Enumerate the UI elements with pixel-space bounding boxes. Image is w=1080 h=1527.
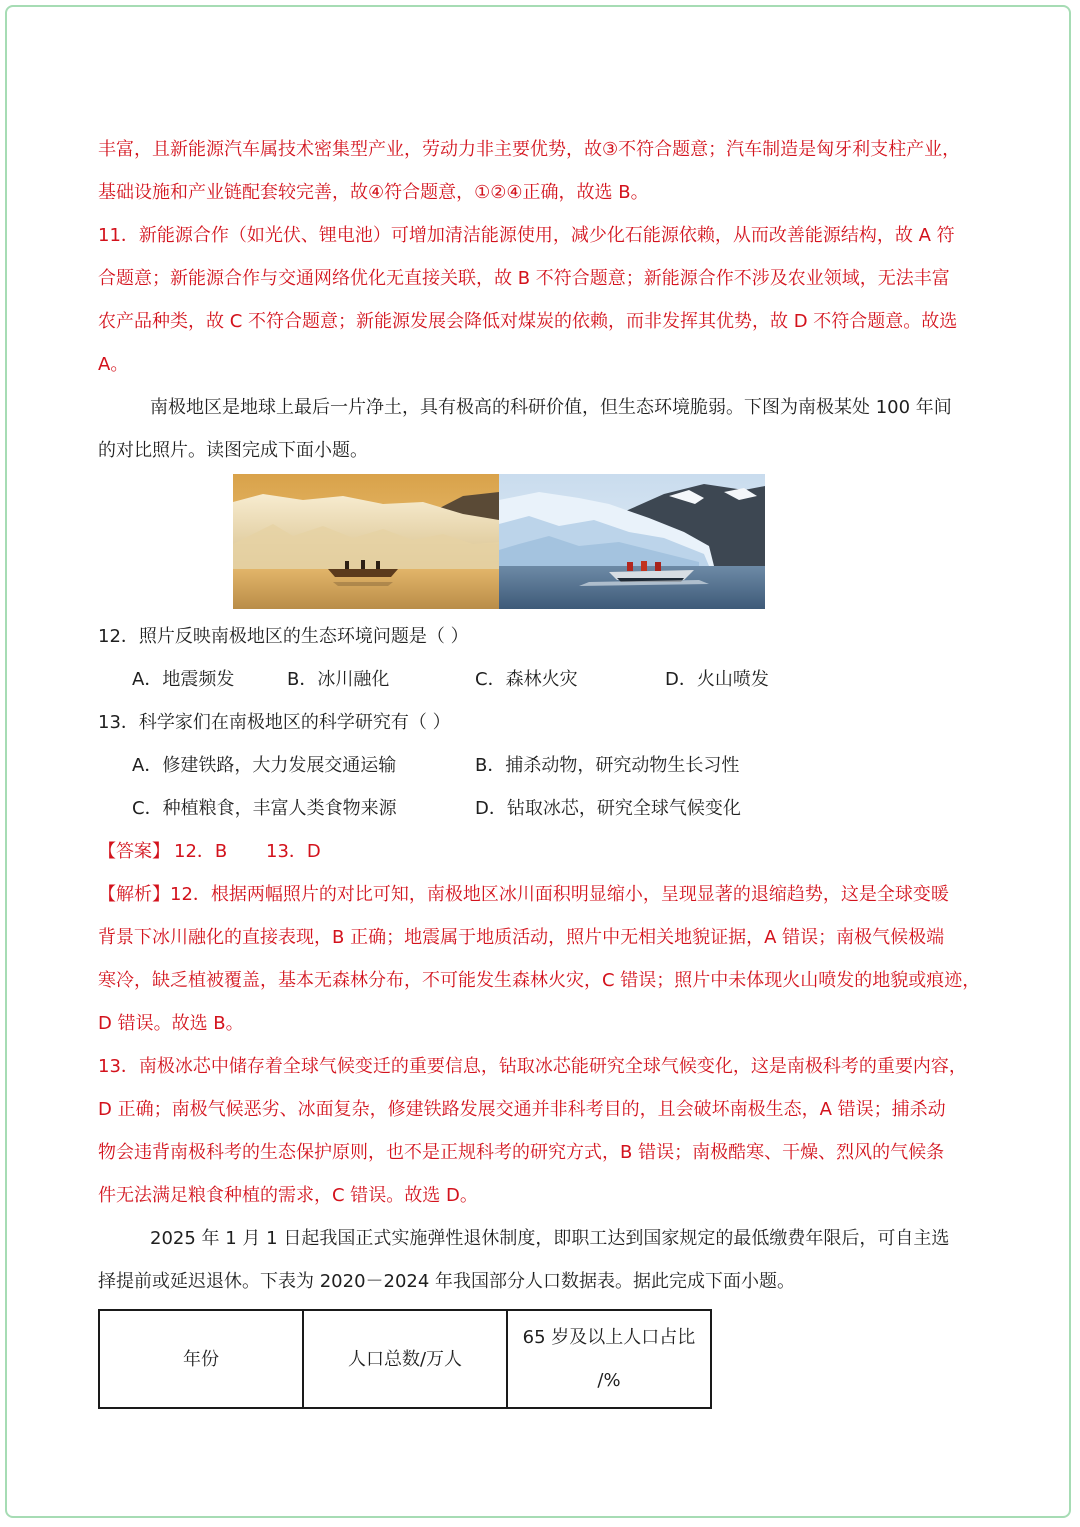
historical-glacier-photo [233, 474, 499, 609]
analysis-line: 物会违背南极科考的生态保护原则，也不是正规科考的研究方式，B 错误；南极酷寒、干燥、烈风的气候条 [98, 1142, 945, 1163]
analysis-line: 【解析】12．根据两幅照片的对比可知，南极地区冰川面积明显缩小，呈现显著的退缩趋势，这是全球变暖 [98, 884, 949, 905]
analysis-line: 农产品种类，故 C 不符合题意；新能源发展会降低对煤炭的依赖，而非发挥其优势，故 D 不符合题意。故选 [98, 311, 958, 332]
population-table [98, 1309, 712, 1409]
analysis-line: D 正确；南极气候恶劣、冰面复杂，修建铁路发展交通并非科考目的，且会破坏南极生态，A 错误；捕杀动 [98, 1099, 946, 1120]
question-13-stem: 13．科学家们在南极地区的科学研究有（ ） [98, 712, 451, 733]
analysis-line: 背景下冰川融化的直接表现，B 正确；地震属于地质活动，照片中无相关地貌证据，A 错误；南极气候极端 [98, 927, 945, 948]
question-13-options-row2 [98, 787, 990, 830]
header-year: 年份 [99, 1310, 303, 1408]
intro-paragraph: 2025 年 1 月 1 日起我国正式实施弹性退休制度，即职工达到国家规定的最低缴费年限后，可自主选 [150, 1228, 950, 1249]
q13-option-d: D．钻取冰芯，研究全球气候变化 [475, 798, 741, 819]
analysis-line: 基础设施和产业链配套较完善，故④符合题意，①②④正确，故选 B。 [98, 182, 649, 203]
header-total-population: 人口总数/万人 [303, 1310, 507, 1408]
q12-option-a: A．地震频发 [132, 669, 235, 690]
analysis-line: 11．新能源合作（如光伏、锂电池）可增加清洁能源使用，减少化石能源依赖，从而改善能源结构，故 A 符 [98, 225, 955, 246]
question-12-stem: 12．照片反映南极地区的生态环境问题是（ ） [98, 626, 469, 647]
header-elderly-share-unit: /% [597, 1370, 621, 1391]
intro-paragraph: 南极地区是地球上最后一片净土，具有极高的科研价值，但生态环境脆弱。下图为南极某处 100 年间 [150, 397, 952, 418]
q13-option-b: B．捕杀动物，研究动物生长习性 [475, 755, 740, 776]
analysis-line: 合题意；新能源合作与交通网络优化无直接关联，故 B 不符合题意；新能源合作不涉及农业领域，无法丰富 [98, 268, 950, 289]
answer-12: 12．B [174, 841, 228, 862]
analysis-line: 13．南极冰芯中储存着全球气候变迁的重要信息，钻取冰芯能研究全球气候变化，这是南极科考的重要内容， [98, 1056, 967, 1077]
intro-paragraph: 择提前或延迟退休。下表为 2020－2024 年我国部分人口数据表。据此完成下面小题。 [98, 1271, 796, 1292]
q12-option-c: C．森林火灾 [475, 669, 578, 690]
q13-option-c: C．种植粮食，丰富人类食物来源 [132, 798, 397, 819]
answer-line [98, 830, 990, 873]
analysis-line: 丰富，且新能源汽车属技术密集型产业，劳动力非主要优势，故③不符合题意；汽车制造是匈牙利支柱产业， [98, 139, 961, 160]
header-elderly-share-label: 65 岁及以上人口占比 [522, 1327, 696, 1348]
q12-option-d: D．火山喷发 [665, 669, 769, 690]
comparison-photos [233, 474, 766, 609]
answer-13: 13．D [266, 841, 321, 862]
header-elderly-share [507, 1310, 711, 1408]
document-content [98, 128, 990, 1409]
intro-paragraph: 的对比照片。读图完成下面小题。 [98, 440, 368, 461]
answer-label: 【答案】 [98, 841, 170, 862]
analysis-line: 寒冷，缺乏植被覆盖，基本无森林分布，不可能发生森林火灾，C 错误；照片中未体现火山喷发的地貌或痕迹， [98, 970, 981, 991]
analysis-line: D 错误。故选 B。 [98, 1013, 244, 1034]
question-12-options [98, 658, 990, 701]
q12-option-b: B．冰川融化 [287, 669, 390, 690]
analysis-line: A。 [98, 354, 129, 375]
table-header-row [99, 1310, 711, 1408]
analysis-line: 件无法满足粮食种植的需求，C 错误。故选 D。 [98, 1185, 478, 1206]
modern-glacier-photo [499, 474, 765, 609]
q13-option-a: A．修建铁路，大力发展交通运输 [132, 755, 397, 776]
question-13-options-row1 [98, 744, 990, 787]
